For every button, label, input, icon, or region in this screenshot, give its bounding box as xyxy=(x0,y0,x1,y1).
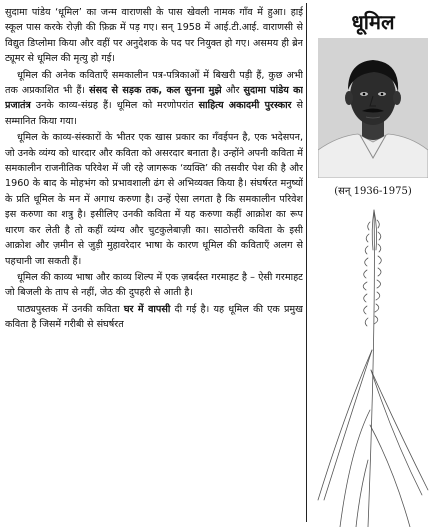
bold-title-run: सुदामा पांडेय का प्रजातंत्र xyxy=(5,85,303,112)
bold-title-run: घर में वापसी xyxy=(123,303,171,315)
poet-name-heading: धूमिल xyxy=(351,10,395,34)
text-run: दी गई है। यह धूमिल की एक प्रमुख कविता है जिसमें गरीबी से संघर्षरत xyxy=(5,303,303,331)
text-run: पाठ्यपुस्तक में उनकी कविता xyxy=(17,303,124,315)
text-run: उनके काव्य-संग्रह हैं। धूमिल को मरणोपरांत xyxy=(30,100,199,112)
column-divider xyxy=(306,3,307,522)
text-run: और xyxy=(221,85,244,97)
article-paragraph xyxy=(5,5,303,67)
article-paragraph xyxy=(5,302,303,333)
text-run: सुदामा पांडेय ‘धूमिल’ का जन्म वाराणसी के पास खेवली नामक गाँव में हुआ। हाई स्कूल पास करके रोज़ी की फ़िक्र में पड़ गए। सन् 1958 में आई.टी.आई. वाराणसी से विद्युत डिप्लोमा किया और वहीं पर अनुदेशक के पद पर नियुक्त हो गए। असमय ही ब्रेन ट्यूमर से धूमिल की मृत्यु हो गई। xyxy=(5,7,303,65)
bold-title-run: साहित्य अकादमी पुरस्कार xyxy=(198,100,292,112)
plant-sketch xyxy=(310,200,436,527)
article-paragraph xyxy=(5,68,303,130)
text-run: धूमिल की अनेक कविताएँ समकालीन पत्र-पत्रिकाओं में बिखरी पड़ी हैं, कुछ अभी तक अप्रकाशित भी हैं। xyxy=(5,69,303,97)
text-run: धूमिल के काव्य-संस्कारों के भीतर एक खास प्रकार का गँवईपन है, एक भदेसपन, जो उनके व्यंग्य को धारदार और कविता को असरदार बनाता है। उन्होंने अपनी कविता में समकालीन राजनीतिक परिवेश में जी रहे जागरूक ‘व्यक्ति’ की तसवीर पेश की है और 1960 के बाद के मोहभंग को प्रभावशाली ढंग से अभिव्यक्त किया है। संघर्षरत मनुष्यों के प्रति धूमिल के मन में अगाध करुणा है। उन्हें ऐसा लगता है कि समकालीन परिवेश इस करुणा का शत्रु है। इसीलिए उनकी कविता में यह करुणा कहीं आक्रोश का रूप धारण कर लेती है तो कहीं व्यंग्य और चुटकुलेबाज़ी का। साठोत्तरी कविता के इसी आक्रोश और ज़मीन से जुड़ी मुहावरेदार भाषा के कारण धूमिल की कविताएँ अलग से पहचानी जा सकती हैं। xyxy=(5,132,303,267)
text-run: से सम्मानित किया गया। xyxy=(5,100,303,127)
bold-title-run: संसद से सड़क तक, कल सुनना मुझे xyxy=(89,85,222,97)
poet-portrait-photo xyxy=(318,38,428,178)
text-run: धूमिल की काव्य भाषा और काव्य शिल्प में एक ज़बर्दस्त गरमाहट है – ऐसी गरमाहट जो बिजली के ताप से नहीं, जेठ की दुपहरी से आती है। xyxy=(5,271,303,299)
article-paragraph xyxy=(5,270,303,301)
article-body xyxy=(5,5,303,520)
poet-sidebar xyxy=(310,0,436,527)
poet-life-dates: (सन् 1936-1975) xyxy=(334,186,412,197)
article-paragraph xyxy=(5,130,303,269)
grass-stalk-illustration xyxy=(310,200,436,527)
portrait-illustration xyxy=(318,38,428,178)
